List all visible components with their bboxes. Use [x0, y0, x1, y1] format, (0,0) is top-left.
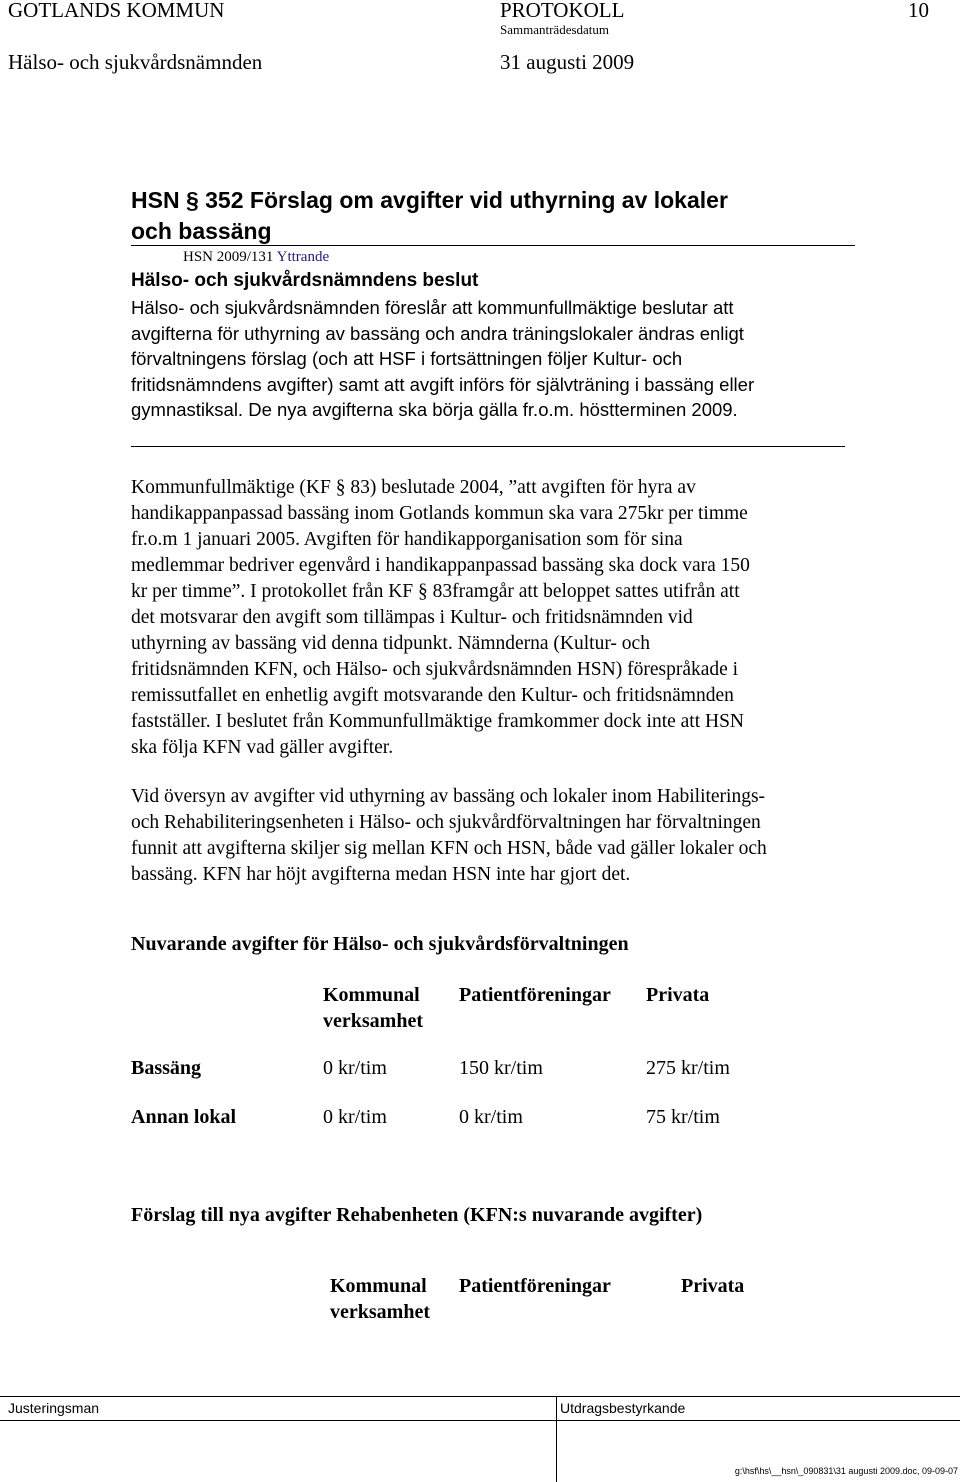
table1-heading: Nuvarande avgifter för Hälso- och sjukvårdsförvaltningen	[131, 933, 629, 955]
decision-heading: Hälso- och sjukvårdsnämndens beslut	[131, 270, 479, 291]
paragraph-line: remissutfallet en enhetlig avgift motsvarande den Kultur- och fritidsnämnden	[131, 685, 734, 706]
table2-col-privata: Privata	[681, 1275, 745, 1297]
table1-cell: 75 kr/tim	[646, 1106, 720, 1128]
decision-line: fritidsnämndens avgifter) samt att avgift införs för självträning i bassäng eller	[131, 373, 755, 395]
document-type: PROTOKOLL	[500, 0, 625, 22]
paragraph-line: uthyrning av bassäng vid denna tidpunkt. Nämnderna (Kultur- och	[131, 633, 650, 654]
paragraph-line: handikappanpassad bassäng inom Gotlands kommun ska vara 275kr per timme	[131, 503, 748, 524]
paragraph-line: bassäng. KFN har höjt avgifterna medan HSN inte har gjort det.	[131, 864, 631, 885]
decision-divider	[131, 446, 845, 447]
table1-col-privata: Privata	[646, 984, 710, 1006]
col-label: verksamhet	[330, 1301, 430, 1323]
paragraph-line: fritidsnämnden KFN, och Hälso- och sjukvårdsnämnden HSN) förespråkade i	[131, 659, 739, 680]
case-reference	[183, 249, 329, 266]
col-label: verksamhet	[323, 1010, 423, 1032]
table1-cell: 150 kr/tim	[459, 1057, 543, 1079]
footer-top-rule	[0, 1396, 960, 1397]
table1-col-patient: Patientföreningar	[459, 984, 611, 1006]
paragraph-line: och Rehabiliteringsenheten i Hälso- och sjukvårdförvaltningen har förvaltningen	[131, 812, 761, 833]
table1-row-label: Bassäng	[131, 1057, 202, 1079]
section-title-line2: och bassäng	[131, 218, 272, 244]
footer-utdragsbestyrkande: Utdragsbestyrkande	[560, 1400, 686, 1416]
org-name: GOTLANDS KOMMUN	[8, 0, 225, 22]
paragraph-line: fr.o.m 1 januari 2005. Avgiften för handikapporganisation som för sina	[131, 529, 683, 550]
table2-col-patient: Patientföreningar	[459, 1275, 611, 1297]
paragraph-review	[131, 784, 851, 888]
paragraph-line: det motsvarar den avgift som tillämpas i Kultur- och fritidsnämnden vid	[131, 607, 693, 628]
table1-row-label: Annan lokal	[131, 1106, 237, 1128]
paragraph-line: Vid översyn av avgifter vid uthyrning av bassäng och lokaler inom Habiliterings-	[131, 786, 766, 807]
col-label: Kommunal	[330, 1275, 427, 1297]
case-type: Yttrande	[276, 249, 330, 265]
page-number: 10	[908, 0, 929, 22]
paragraph-background	[131, 475, 851, 761]
decision-line: förvaltningens förslag (och att HSF i fortsättningen följer Kultur- och	[131, 348, 683, 369]
paragraph-line: ska följa KFN vad gäller avgifter.	[131, 737, 394, 758]
decision-text	[131, 295, 851, 423]
decision-line: gymnastiksal. De nya avgifterna ska börja gälla fr.o.m. höstterminen 2009.	[131, 399, 738, 420]
table2-col-kommunal	[330, 1273, 430, 1325]
col-label: Kommunal	[323, 984, 420, 1006]
footer-justeringsman: Justeringsman	[8, 1400, 100, 1416]
decision-line: avgifterna för uthyrning av bassäng och andra träningslokaler ändras enligt	[131, 322, 744, 344]
table2-heading: Förslag till nya avgifter Rehabenheten (KFN:s nuvarande avgifter)	[131, 1204, 703, 1226]
committee-name: Hälso- och sjukvårdsnämnden	[8, 50, 263, 74]
table1-cell: 0 kr/tim	[323, 1106, 387, 1128]
case-number: HSN 2009/131	[183, 249, 274, 265]
footer-file-path: g:\hsf\hs\__hsn\_090831\31 augusti 2009.doc, 09-09-07	[734, 1466, 958, 1476]
table1-cell: 275 kr/tim	[646, 1057, 730, 1079]
table1-col-kommunal	[323, 982, 423, 1034]
section-title-line1: HSN § 352 Förslag om avgifter vid uthyrning av lokaler	[131, 187, 728, 213]
paragraph-line: kr per timme”. I protokollet från KF § 83framgår att beloppet sattes utifrån att	[131, 581, 740, 602]
table1-cell: 0 kr/tim	[323, 1057, 387, 1079]
title-underline	[131, 245, 855, 246]
meeting-date-label: Sammanträdesdatum	[500, 22, 610, 37]
footer-mid-rule	[0, 1420, 960, 1421]
meeting-date: 31 augusti 2009	[500, 50, 635, 74]
decision-line: Hälso- och sjukvårdsnämnden föreslår att kommunfullmäktige beslutar att	[131, 297, 734, 318]
paragraph-line: fastställer. I beslutet från Kommunfullmäktige framkommer dock inte att HSN	[131, 711, 745, 732]
footer-divider	[556, 1396, 557, 1482]
paragraph-line: funnit att avgifterna skiljer sig mellan KFN och HSN, både vad gäller lokaler och	[131, 838, 767, 859]
paragraph-line: medlemmar bedriver egenvård i handikappanpassad bassäng ska dock vara 150	[131, 555, 750, 576]
paragraph-line: Kommunfullmäktige (KF § 83) beslutade 2004, ”att avgiften för hyra av	[131, 477, 696, 498]
table1-cell: 0 kr/tim	[459, 1106, 523, 1128]
